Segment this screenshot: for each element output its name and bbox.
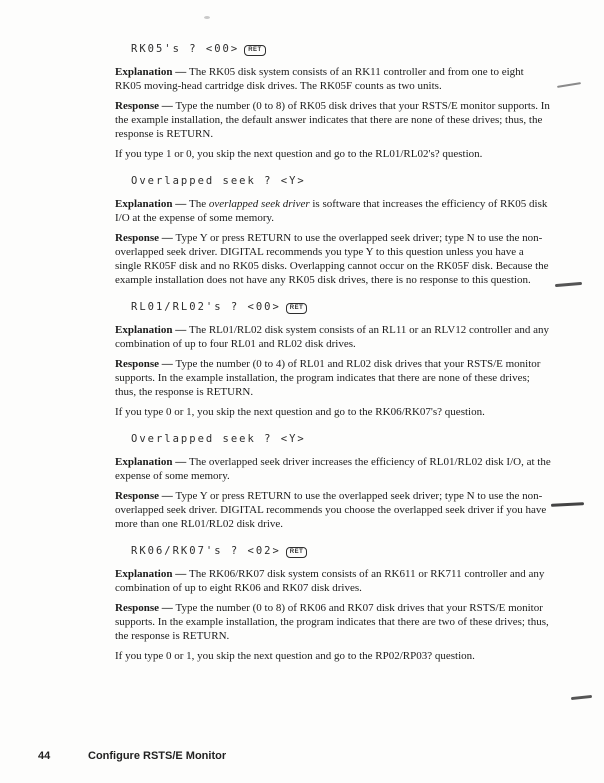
paragraph-text: The RK05 disk system consists of an RK11 controller and from one to eight RK05 moving-head cartridge disk drives. The RK05F counts as two units. — [115, 66, 524, 92]
terminal-prompt-rk05 — [131, 42, 551, 56]
paragraph-text: If you type 0 or 1, you skip the next question and go to the RK06/RK07's? question. — [115, 406, 485, 418]
paragraph-lead: Explanation — — [115, 66, 189, 78]
qa-section-overlapped-seek-rk05 — [115, 174, 551, 287]
paragraph-text: Type Y or press RETURN to use the overlapped seek driver; type N to use the non-overlapped seek driver. DIGITAL recommends you choose the overlapped seek driver if you have more than one RL01/RL02 disk drive. — [115, 490, 547, 530]
scan-mark-right-3 — [551, 502, 584, 507]
paragraph-text: Type the number (0 to 8) of RK06 and RK07 disk drives that your RSTS/E monitor supports. In the example installation, the program indicates that there are two of these drives; thus, the response is RETURN. — [115, 602, 549, 642]
page-footer — [38, 750, 226, 762]
paragraph-text: Type the number (0 to 4) of RL01 and RL02 disk drives that your RSTS/E monitor supports. In the example installation, the program indicates that there are none of these drives; thus, the response is RETURN. — [115, 358, 541, 398]
terminal-prompt-overlapped-seek-rk05 — [131, 174, 551, 188]
paragraph-text: Type the number (0 to 8) of RK05 disk drives that your RSTS/E monitor supports. In the example installation, the default answer indicates that there are none of these drives; thus, the response is RETURN. — [115, 100, 550, 140]
return-key-icon: RET — [286, 547, 308, 558]
paragraph-lead: Explanation — — [115, 456, 189, 468]
paragraph-text: The — [188, 198, 209, 210]
prompt-text: RK05's ? <00> — [131, 43, 240, 55]
paragraph-text: is software that increases the efficiency of RK05 disk I/O at the expense of some memory. — [115, 198, 548, 224]
terminal-prompt-rk06-rk07 — [131, 544, 551, 558]
footer-title: Configure RSTS/E Monitor — [88, 750, 227, 762]
paragraph-lead: Explanation — — [115, 324, 189, 336]
prompt-text: RK06/RK07's ? <02> — [131, 545, 281, 557]
return-key-icon: RET — [286, 303, 308, 314]
scan-mark-right-4 — [571, 695, 592, 700]
paragraph-text: overlapped seek driver — [208, 198, 310, 210]
paragraph-lead: Response — — [115, 358, 176, 370]
paragraph-text: Type Y or press RETURN to use the overlapped seek driver; type N to use the non-overlapped seek driver. DIGITAL recommends you type Y to this question unless you have a single RK05F disk and no RK05 disks. Overlapping cannot occur on the RK05F disk. Because the example installation does not have any RK05 disk drives, there is no response to this question. — [115, 232, 549, 286]
response-paragraph — [115, 489, 551, 531]
qa-section-rl01-rl02 — [115, 300, 551, 419]
document-body — [115, 42, 551, 669]
paragraph-text: The RK06/RK07 disk system consists of an RK611 or RK711 controller and any combination of up to eight RK06 and RK07 disk drives. — [115, 568, 545, 594]
scan-speck-top — [204, 16, 210, 19]
page-number: 44 — [38, 750, 51, 762]
terminal-prompt-overlapped-seek-rl01-rl02 — [131, 432, 551, 446]
scan-mark-right-2 — [555, 282, 582, 287]
explanation-paragraph — [115, 197, 551, 225]
note-paragraph — [115, 147, 551, 161]
qa-section-rk05 — [115, 42, 551, 161]
paragraph-text: If you type 0 or 1, you skip the next question and go to the RP02/RP03? question. — [115, 650, 475, 662]
scan-mark-right-1 — [557, 82, 581, 88]
note-paragraph — [115, 649, 551, 663]
response-paragraph — [115, 601, 551, 643]
paragraph-lead: Response — — [115, 232, 176, 244]
response-paragraph — [115, 357, 551, 399]
qa-section-overlapped-seek-rl01-rl02 — [115, 432, 551, 531]
prompt-text: Overlapped seek ? <Y> — [131, 175, 306, 187]
note-paragraph — [115, 405, 551, 419]
paragraph-lead: Explanation — — [115, 198, 189, 210]
paragraph-lead: Response — — [115, 100, 176, 112]
paragraph-text: The RL01/RL02 disk system consists of an RL11 or an RLV12 controller and any combination of up to four RL01 and RL02 disk drives. — [115, 324, 549, 350]
paragraph-lead: Response — — [115, 490, 176, 502]
paragraph-text: The overlapped seek driver increases the efficiency of RL01/RL02 disk I/O, at the expense of some memory. — [115, 456, 551, 482]
explanation-paragraph — [115, 323, 551, 351]
response-paragraph — [115, 231, 551, 287]
terminal-prompt-rl01-rl02 — [131, 300, 551, 314]
prompt-text: Overlapped seek ? <Y> — [131, 433, 306, 445]
qa-section-rk06-rk07 — [115, 544, 551, 663]
response-paragraph — [115, 99, 551, 141]
prompt-text: RL01/RL02's ? <00> — [131, 301, 281, 313]
explanation-paragraph — [115, 65, 551, 93]
paragraph-lead: Response — — [115, 602, 176, 614]
paragraph-text: If you type 1 or 0, you skip the next question and go to the RL01/RL02's? question. — [115, 148, 483, 160]
explanation-paragraph — [115, 567, 551, 595]
explanation-paragraph — [115, 455, 551, 483]
paragraph-lead: Explanation — — [115, 568, 189, 580]
return-key-icon: RET — [244, 45, 266, 56]
